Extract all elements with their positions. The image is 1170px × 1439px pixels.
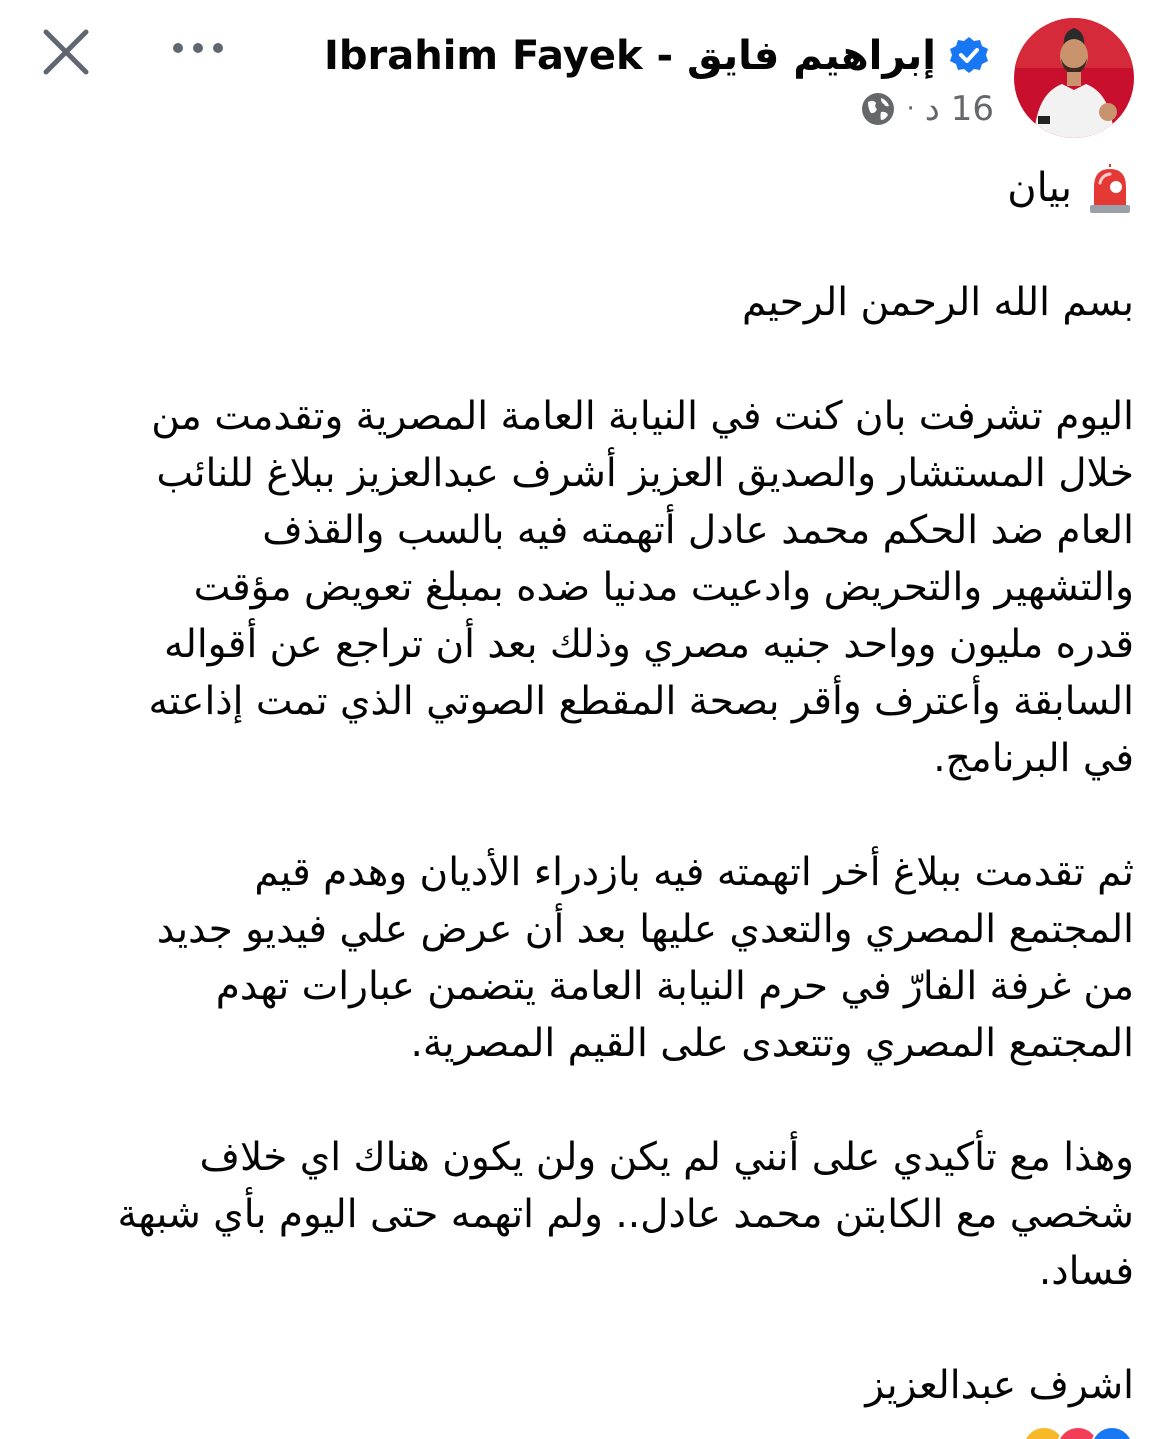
- author-name[interactable]: إبراهيم فايق - Ibrahim Fayek: [324, 33, 936, 79]
- spacer: [36, 787, 1134, 844]
- post-meta: [859, 84, 994, 134]
- spacer: [36, 1072, 1134, 1129]
- post-title-line: [36, 160, 1134, 217]
- spacer: [36, 1300, 1134, 1357]
- more-horizontal-icon: [166, 26, 230, 70]
- profile-photo: [1014, 18, 1134, 138]
- post-paragraph-2: اليوم تشرفت بان كنت في النيابة العامة المصرية وتقدمت من خلال المستشار والصديق العزيز أشرف عبدالعزيز ببلاغ للنائب العام ضد الحكم محمد عادل أتهمته فيه بالسب والقذف والتشهير والتحريض وادعيت مدنيا ضده بمبلغ تعويض مؤقت قدره مليون وواحد جنيه مصري وذلك بعد أن تراجع عن أقواله السابقة وأعترف وأقر بصحة المقطع الصوتي الذي تمت إذاعته في البرنامج.: [148, 394, 1134, 781]
- siren-emoji-icon: [1086, 163, 1134, 215]
- post-title: بيان: [1007, 165, 1072, 211]
- post-body: [36, 160, 1134, 1414]
- post-time[interactable]: 16 د: [924, 89, 994, 129]
- reaction-icons: [1032, 1426, 1134, 1439]
- author-row: [324, 28, 990, 84]
- meta-separator: ·: [906, 94, 915, 124]
- spacer: [36, 331, 1134, 388]
- post-paragraph-4: وهذا مع تأكيدي على أنني لم يكن ولن يكون هناك اي خلاف شخصي مع الكابتن محمد عادل.. ولم اتهمه حتى اليوم بأي شبهة فساد.: [117, 1135, 1134, 1294]
- close-button[interactable]: [36, 22, 96, 82]
- spacer: [36, 217, 1134, 274]
- more-options-button[interactable]: [166, 26, 230, 70]
- reactions-bar[interactable]: [0, 1418, 1170, 1439]
- verified-badge-icon: [948, 35, 990, 77]
- post-paragraph-1: بسم الله الرحمن الرحيم: [742, 280, 1134, 325]
- close-icon: [36, 22, 96, 82]
- post-header: [0, 0, 1170, 150]
- avatar[interactable]: [1014, 18, 1134, 138]
- like-reaction-icon: [1090, 1426, 1134, 1439]
- post-signature: اشرف عبدالعزيز: [865, 1363, 1134, 1408]
- post-paragraph-3: ثم تقدمت ببلاغ أخر اتهمته فيه بازدراء الأديان وهدم قيم المجتمع المصري والتعدي عليها بعد أن عرض علي فيديو جديد من غرفة الفارّ في حرم النيابة العامة يتضمن عبارات تهدم المجتمع المصري وتتعدى على القيم المصرية.: [156, 850, 1134, 1066]
- globe-icon[interactable]: [859, 90, 897, 128]
